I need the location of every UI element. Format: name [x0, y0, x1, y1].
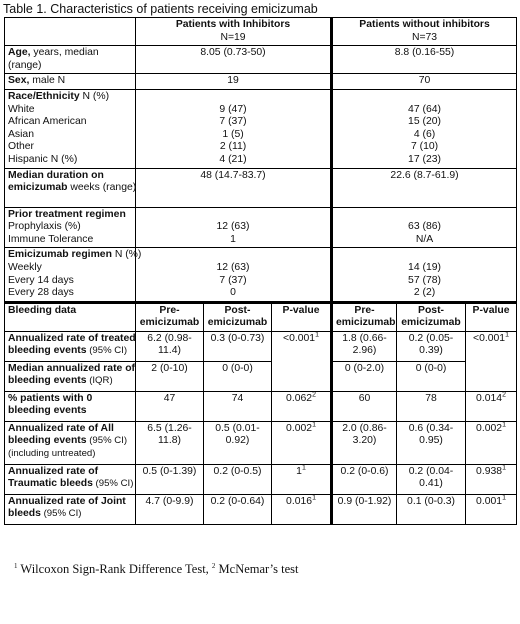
- table-row-sex: [5, 74, 517, 90]
- regimen-no-inhibitors: 14 (19) 57 (78) 2 (2): [332, 248, 517, 302]
- bleeding-data-label: Bleeding data: [5, 302, 136, 331]
- traumatic-pre-inhibitors: 0.5 (0-1.39): [136, 464, 204, 494]
- traumatic-post-inhibitors: 0.2 (0-0.5): [204, 464, 272, 494]
- median-pre-no-inhibitors: 0 (0-2.0): [332, 361, 397, 391]
- treated-pre-inhibitors: 6.2 (0.98-11.4): [136, 331, 204, 361]
- median-pre-inhibitors: 2 (0-10): [136, 361, 204, 391]
- bleeding-header-row: [5, 302, 517, 331]
- col-post-no-inhibitors: Post- emicizumab: [397, 302, 466, 331]
- header-empty-cell: [5, 18, 136, 46]
- prior-no-inhibitors: 63 (86) N/A: [332, 207, 517, 248]
- row-label-joint-bleeds: Annualized rate of Joint bleeds (95% CI): [5, 494, 136, 524]
- all-p-inhibitors: 0.002$^1$: [272, 421, 332, 464]
- col-p-no-inhibitors: P-value: [466, 302, 517, 331]
- header-group-no-inhibitors: Patients without inhibitors N=73: [332, 18, 517, 46]
- table-row-all-bleeds: [5, 421, 517, 464]
- joint-p-inhibitors: 0.016$^1$: [272, 494, 332, 524]
- median-post-inhibitors: 0 (0-0): [204, 361, 272, 391]
- table-row-age: [5, 46, 517, 74]
- treated-p-no-inhibitors: $<0.001^1$: [466, 331, 517, 361]
- sex-inhibitors: 19: [136, 74, 332, 90]
- traumatic-p-inhibitors: $1^1$: [272, 464, 332, 494]
- joint-p-no-inhibitors: 0.001$^1$: [466, 494, 517, 524]
- table-row-race: [5, 89, 517, 168]
- row-label-median-bleeds: Median annualized rate of bleeding events (IQR): [5, 361, 136, 391]
- zero-p-no-inhibitors: 0.014$^2$: [466, 391, 517, 421]
- joint-post-inhibitors: 0.2 (0-0.64): [204, 494, 272, 524]
- all-pre-inhibitors: 6.5 (1.26-11.8): [136, 421, 204, 464]
- all-p-no-inhibitors: 0.002$^1$: [466, 421, 517, 464]
- sex-no-inhibitors: 70: [332, 74, 517, 90]
- table-caption: Table 1. Characteristics of patients receiving emicizumab: [3, 2, 318, 16]
- table-row-traumatic-bleeds: [5, 464, 517, 494]
- table-row-duration: [5, 168, 517, 207]
- row-label-duration: Median duration on emicizumab weeks (range): [5, 168, 136, 207]
- row-label-prior-treatment: Prior treatment regimen Prophylaxis (%) Immune Tolerance: [5, 207, 136, 248]
- table-row-zero-bleeds: [5, 391, 517, 421]
- traumatic-p-no-inhibitors: 0.938$^1$: [466, 464, 517, 494]
- zero-post-inhibitors: 74: [204, 391, 272, 421]
- all-pre-no-inhibitors: 2.0 (0.86- 3.20): [332, 421, 397, 464]
- race-no-inhibitors: 47 (64) 15 (20) 4 (6) 7 (10) 17 (23): [332, 89, 517, 168]
- all-post-inhibitors: 0.5 (0.01-0.92): [204, 421, 272, 464]
- row-label-race: Race/Ethnicity N (%) White African American Asian Other Hispanic N (%): [5, 89, 136, 168]
- group-header-row: [5, 18, 517, 46]
- table-row-median-bleeds: [5, 361, 517, 391]
- zero-pre-inhibitors: 47: [136, 391, 204, 421]
- joint-post-no-inhibitors: 0.1 (0-0.3): [397, 494, 466, 524]
- race-inhibitors: 9 (47) 7 (37) 1 (5) 2 (11) 4 (21): [136, 89, 332, 168]
- regimen-inhibitors: 12 (63) 7 (37) 0: [136, 248, 332, 302]
- age-inhibitors: 8.05 (0.73-50): [136, 46, 332, 74]
- treated-p-inhibitors: $<0.001^1$: [272, 331, 332, 361]
- joint-pre-inhibitors: 4.7 (0-9.9): [136, 494, 204, 524]
- table-footnote: $^1$ Wilcoxon Sign-Rank Difference Test, $^2$ McNemar’s test: [14, 561, 299, 576]
- traumatic-pre-no-inhibitors: 0.2 (0-0.6): [332, 464, 397, 494]
- zero-p-inhibitors: 0.062$^2$: [272, 391, 332, 421]
- row-label-traumatic-bleeds: Annualized rate of Traumatic bleeds (95% CI): [5, 464, 136, 494]
- row-label-treated-bleeds: Annualized rate of treated bleeding events (95% CI): [5, 331, 136, 361]
- row-label-zero-bleeds: % patients with 0 bleeding events: [5, 391, 136, 421]
- median-post-no-inhibitors: 0 (0-0): [397, 361, 466, 391]
- prior-inhibitors: 12 (63) 1: [136, 207, 332, 248]
- table-row-regimen: [5, 248, 517, 302]
- median-p-inhibitors: [272, 361, 332, 391]
- zero-post-no-inhibitors: 78: [397, 391, 466, 421]
- row-label-sex: Sex, male N: [5, 74, 136, 90]
- joint-pre-no-inhibitors: 0.9 (0-1.92): [332, 494, 397, 524]
- row-label-regimen: Emicizumab regimen N (%) Weekly Every 14 days Every 28 days: [5, 248, 136, 302]
- duration-inhibitors: 48 (14.7-83.7): [136, 168, 332, 207]
- col-pre-no-inhibitors: Pre- emicizumab: [332, 302, 397, 331]
- row-label-all-bleeds: Annualized rate of All bleeding events (95% CI) (including untreated): [5, 421, 136, 464]
- treated-post-inhibitors: 0.3 (0-0.73): [204, 331, 272, 361]
- median-p-no-inhibitors: [466, 361, 517, 391]
- traumatic-post-no-inhibitors: 0.2 (0.04-0.41): [397, 464, 466, 494]
- col-p-inhibitors: P-value: [272, 302, 332, 331]
- characteristics-table: [4, 17, 517, 525]
- table-row-prior-treatment: [5, 207, 517, 248]
- table-row-joint-bleeds: [5, 494, 517, 524]
- zero-pre-no-inhibitors: 60: [332, 391, 397, 421]
- treated-post-no-inhibitors: 0.2 (0.05-0.39): [397, 331, 466, 361]
- col-pre-inhibitors: Pre- emicizumab: [136, 302, 204, 331]
- header-group-inhibitors: Patients with Inhibitors N=19: [136, 18, 332, 46]
- treated-pre-no-inhibitors: 1.8 (0.66- 2.96): [332, 331, 397, 361]
- table-row-treated-bleeds: [5, 331, 517, 361]
- all-post-no-inhibitors: 0.6 (0.34-0.95): [397, 421, 466, 464]
- duration-no-inhibitors: 22.6 (8.7-61.9): [332, 168, 517, 207]
- age-no-inhibitors: 8.8 (0.16-55): [332, 46, 517, 74]
- row-label-age: Age, years, median (range): [5, 46, 136, 74]
- col-post-inhibitors: Post- emicizumab: [204, 302, 272, 331]
